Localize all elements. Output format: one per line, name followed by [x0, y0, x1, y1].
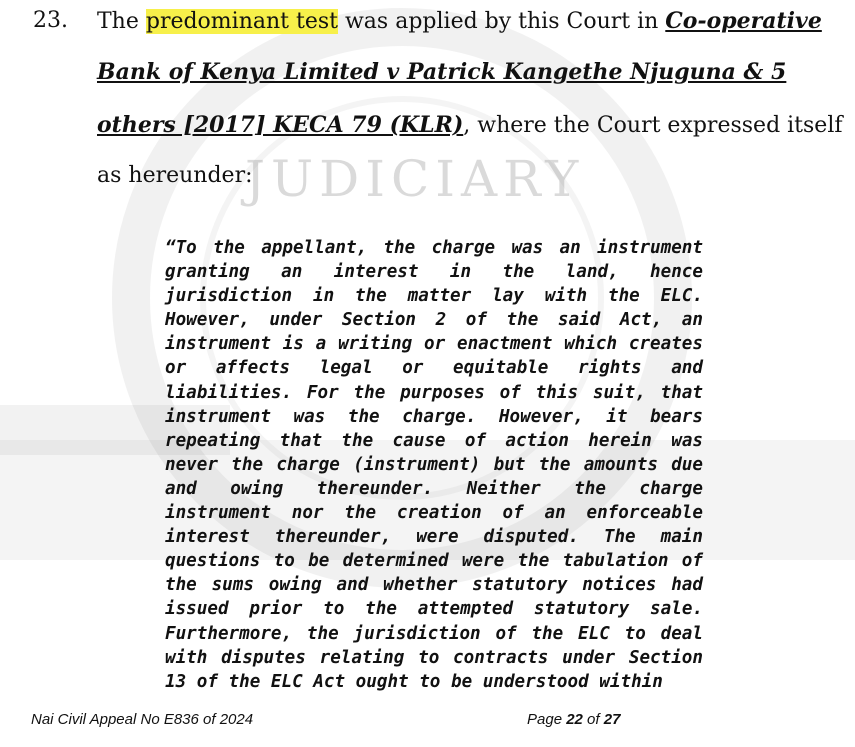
- case-citation-part-2: Bank of Kenya Limited v Patrick Kangethe Njuguna & 5: [97, 59, 787, 85]
- page-of: of: [582, 711, 604, 728]
- footer-page-number: [527, 711, 620, 728]
- page-current: 22: [566, 711, 583, 728]
- paragraph-line-1: [97, 7, 822, 36]
- case-citation-part-3: others [2017] KECA 79 (KLR): [97, 112, 464, 138]
- footer-case-reference: Nai Civil Appeal No E836 of 2024: [31, 711, 254, 728]
- line1-pre: The: [97, 9, 146, 34]
- paragraph-line-3: [97, 111, 843, 140]
- line1-mid: was applied by this Court in: [337, 9, 666, 34]
- paragraph-number: 23.: [33, 8, 68, 33]
- line4: as hereunder:: [97, 163, 253, 188]
- case-citation-part-1: Co-operative: [665, 8, 822, 34]
- block-quote: “To the appellant, the charge was an instrument granting an interest in the land, hence jurisdiction in the matter lay with the ELC. However, under Section 2 of the said Act, an instrument is a writing or enactment which creates or affects legal or equitable rights and liabilities. For the purposes of this suit, that instrument was the charge. However, it bears repeating that the cause of action herein was never the charge (instrument) but the amounts due and owing thereunder. Neither the charge instrument nor the creation of an enforceable interest thereunder, were disputed. The main questions to be determined were the tabulation of the sums owing and whether statutory notices had issued prior to the attempted statutory sale. Furthermore, the jurisdiction of the ELC to deal with disputes relating to contracts under Section 13 of the ELC Act ought to be understood within: [165, 238, 703, 692]
- paragraph-line-4: [97, 162, 253, 190]
- watermark-text: JUDICIARY: [245, 150, 585, 208]
- page-label: Page: [527, 711, 567, 728]
- paragraph-line-2: [97, 58, 786, 87]
- line3-post: , where the Court expressed itself: [463, 113, 843, 138]
- page-total: 27: [603, 711, 621, 728]
- highlighted-term: predominant test: [145, 9, 338, 34]
